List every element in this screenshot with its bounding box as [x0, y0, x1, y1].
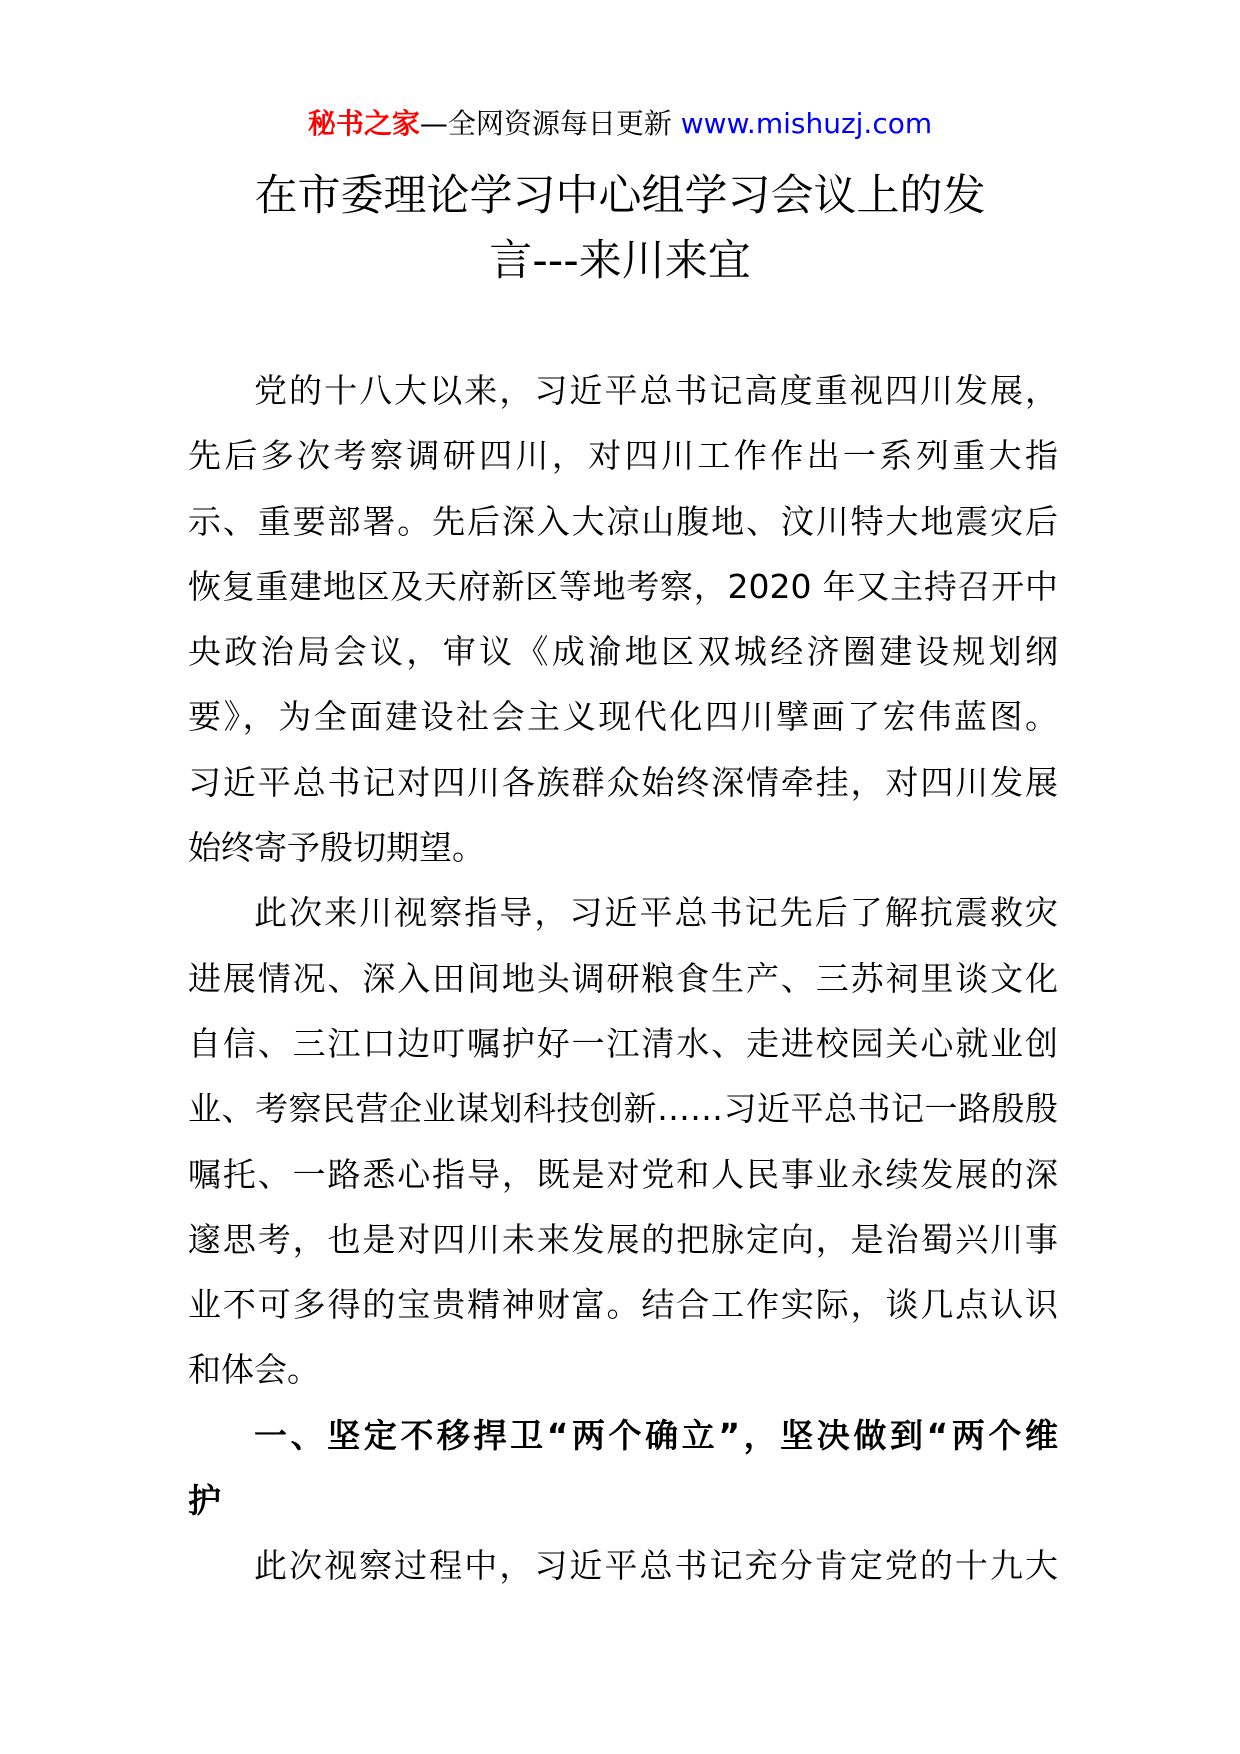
paragraph-1-last-line: 始终寄予殷切期望。 [188, 828, 485, 868]
paragraph-2-line: 此次来川视察指导，习近平总书记先后了解抗震救灾 [254, 893, 1058, 933]
paragraph-1-line: 恢复重建地区及天府新区等地考察，2020 年又主持召开中 [188, 566, 1058, 606]
paragraph-1-line: 央政治局会议，审议《成渝地区双城经济圈建设规划纲 [188, 632, 1058, 672]
site-header [0, 104, 1240, 144]
paragraph-1-line: 先后多次考察调研四川，对四川工作作出一系列重大指 [188, 436, 1058, 476]
document-body [188, 358, 1058, 1599]
paragraph-2-line: 业、考察民营企业谋划科技创新……习近平总书记一路殷殷 [188, 1089, 1058, 1129]
paragraph-3-line: 此次视察过程中，习近平总书记充分肯定党的十九大 [254, 1546, 1058, 1586]
title-line-2: 言---来川来宜 [489, 236, 751, 287]
paragraph-2-line: 业不可多得的宝贵精神财富。结合工作实际，谈几点认识 [188, 1285, 1058, 1325]
paragraph-2-last-line: 和体会。 [188, 1350, 320, 1390]
paragraph-2-line: 自信、三江口边叮嘱护好一江清水、走进校园关心就业创 [188, 1023, 1058, 1063]
paragraph-1-line: 党的十八大以来，习近平总书记高度重视四川发展， [254, 371, 1058, 410]
title-line-1: 在市委理论学习中心组学习会议上的发 [254, 171, 986, 221]
paragraph-2-line: 进展情况、深入田间地头调研粮食生产、三苏祠里谈文化 [188, 958, 1058, 998]
paragraph-1-line: 要》，为全面建设社会主义现代化四川擘画了宏伟蓝图。 [188, 697, 1058, 737]
document-title [0, 164, 1240, 295]
paragraph-2-line: 嘱托、一路悉心指导，既是对党和人民事业永续发展的深 [188, 1154, 1058, 1194]
paragraph-2-line: 邃思考，也是对四川未来发展的把脉定向，是治蜀兴川事 [188, 1219, 1058, 1259]
paragraph-1-line: 示、重要部署。先后深入大凉山腹地、汶川特大地震灾后 [188, 501, 1058, 541]
site-brand: 秘书之家 [307, 107, 420, 140]
paragraph-1-line: 习近平总书记对四川各族群众始终深情牵挂，对四川发展 [188, 762, 1058, 802]
section-heading-1-line: 一、坚定不移捍卫“两个确立”，坚决做到“两个维 [254, 1415, 1058, 1455]
site-url-link[interactable]: www.mishuzj.com [680, 107, 933, 140]
site-tagline: —全网资源每日更新 [419, 107, 681, 140]
section-heading-1-last-line: 护 [188, 1481, 221, 1521]
